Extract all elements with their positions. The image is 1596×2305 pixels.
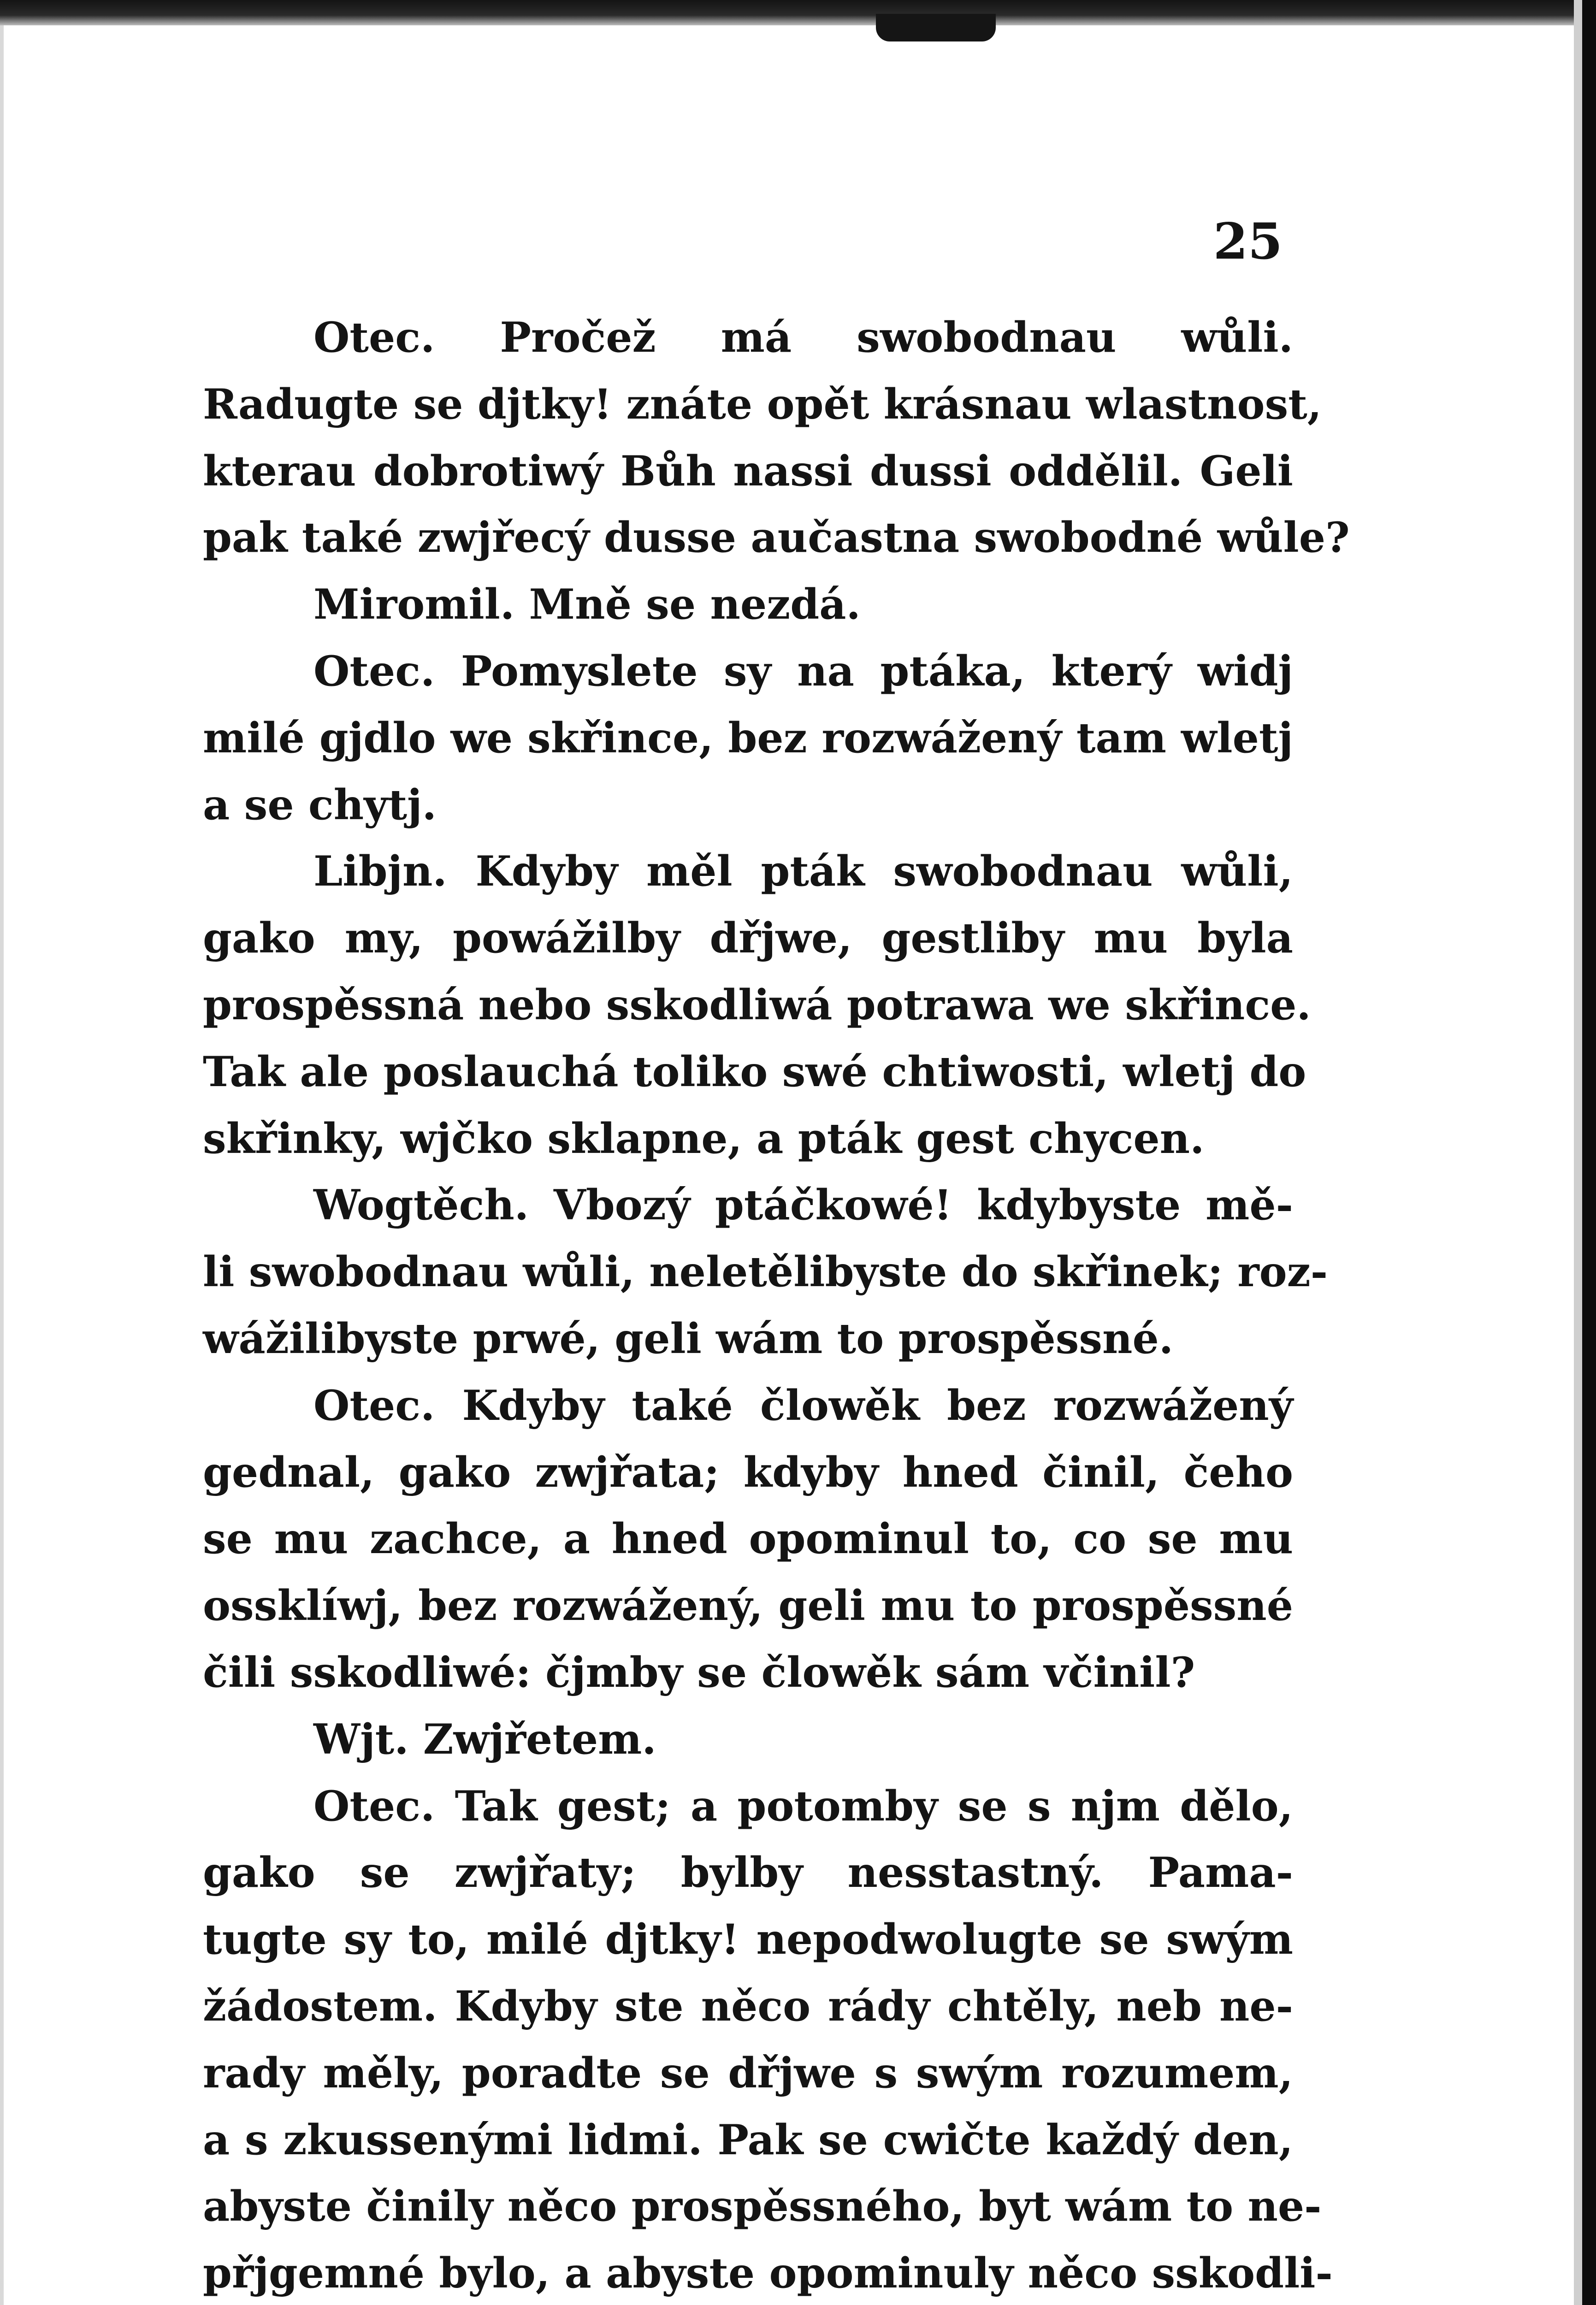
text-line: se mu zachce, a hned opominul to, co se mu bbox=[203, 1514, 1293, 1564]
scan-right-border bbox=[1582, 0, 1596, 2305]
body-text bbox=[203, 304, 1350, 2305]
text-line: žádostem. Kdyby ste něco rády chtěly, neb ne- bbox=[203, 1981, 1293, 2031]
text-line: čili sskodliwé: čjmby se člowěk sám včinil? bbox=[203, 1648, 1195, 1697]
text-line: Libjn. Kdyby měl pták swobodnau wůli, bbox=[313, 847, 1293, 896]
text-line: milé gjdlo we skřince, bez rozwážený tam wletj bbox=[203, 713, 1293, 762]
text-line: a se chytj. bbox=[203, 780, 437, 829]
scan-top-notch bbox=[876, 14, 996, 41]
text-line: Otec. Kdyby také člowěk bez rozwážený bbox=[313, 1381, 1293, 1430]
text-line: tugte sy to, milé djtky! nepodwolugte se swým bbox=[203, 1915, 1293, 1964]
text-line: Tak ale poslauchá toliko swé chtiwosti, wletj do bbox=[203, 1047, 1306, 1096]
scan-right-shadow bbox=[1574, 0, 1582, 2305]
text-line: přjgemné bylo, a abyste opominuly něco sskodli- bbox=[203, 2249, 1333, 2298]
text-line: Wogtěch. Vbozý ptáčkowé! kdybyste mě- bbox=[313, 1181, 1293, 1230]
text-line: ossklíwj, bez rozwážený, geli mu to prospěssné bbox=[203, 1581, 1293, 1631]
text-line: skřinky, wjčko sklapne, a pták gest chycen. bbox=[203, 1114, 1205, 1163]
text-line: Otec. Pomyslete sy na ptáka, který widj bbox=[313, 646, 1293, 696]
text-line: gako se zwjřaty; bylby nesstastný. Pama- bbox=[203, 1848, 1293, 1897]
text-line: gednal, gako zwjřata; kdyby hned činil, čeho bbox=[203, 1448, 1293, 1497]
text-line: pak také zwjřecý dusse aučastna swobodné wůle? bbox=[203, 513, 1350, 562]
text-line: gako my, powážilby dřjwe, gestliby mu byla bbox=[203, 914, 1293, 963]
text-line: Radugte se djtky! znáte opět krásnau wlastnost, bbox=[203, 379, 1322, 429]
text-line: Miromil. Mně se nezdá. bbox=[313, 580, 861, 629]
page-number: 25 bbox=[1213, 213, 1283, 271]
text-line: prospěssná nebo sskodliwá potrawa we skřince. bbox=[203, 980, 1311, 1029]
scan-left-edge bbox=[0, 0, 4, 2305]
text-line: li swobodnau wůli, neletělibyste do skřinek; roz- bbox=[203, 1247, 1328, 1297]
text-line: Wjt. Zwjřetem. bbox=[313, 1714, 656, 1764]
text-line: Otec. Tak gest; a potomby se s njm dělo, bbox=[313, 1781, 1293, 1831]
scan-top-border bbox=[0, 0, 1596, 25]
text-line: kterau dobrotiwý Bůh nassi dussi oddělil. Geli bbox=[203, 446, 1293, 496]
text-line: rady měly, poradte se dřjwe s swým rozumem, bbox=[203, 2048, 1293, 2098]
text-line: a s zkussenými lidmi. Pak se cwičte každý den, bbox=[203, 2115, 1293, 2164]
text-line: abyste činily něco prospěssného, byt wám to ne- bbox=[203, 2182, 1322, 2231]
text-line: wážilibyste prwé, geli wám to prospěssné. bbox=[203, 1314, 1174, 1363]
text-line: Otec. Pročež má swobodnau wůli. bbox=[313, 313, 1293, 362]
